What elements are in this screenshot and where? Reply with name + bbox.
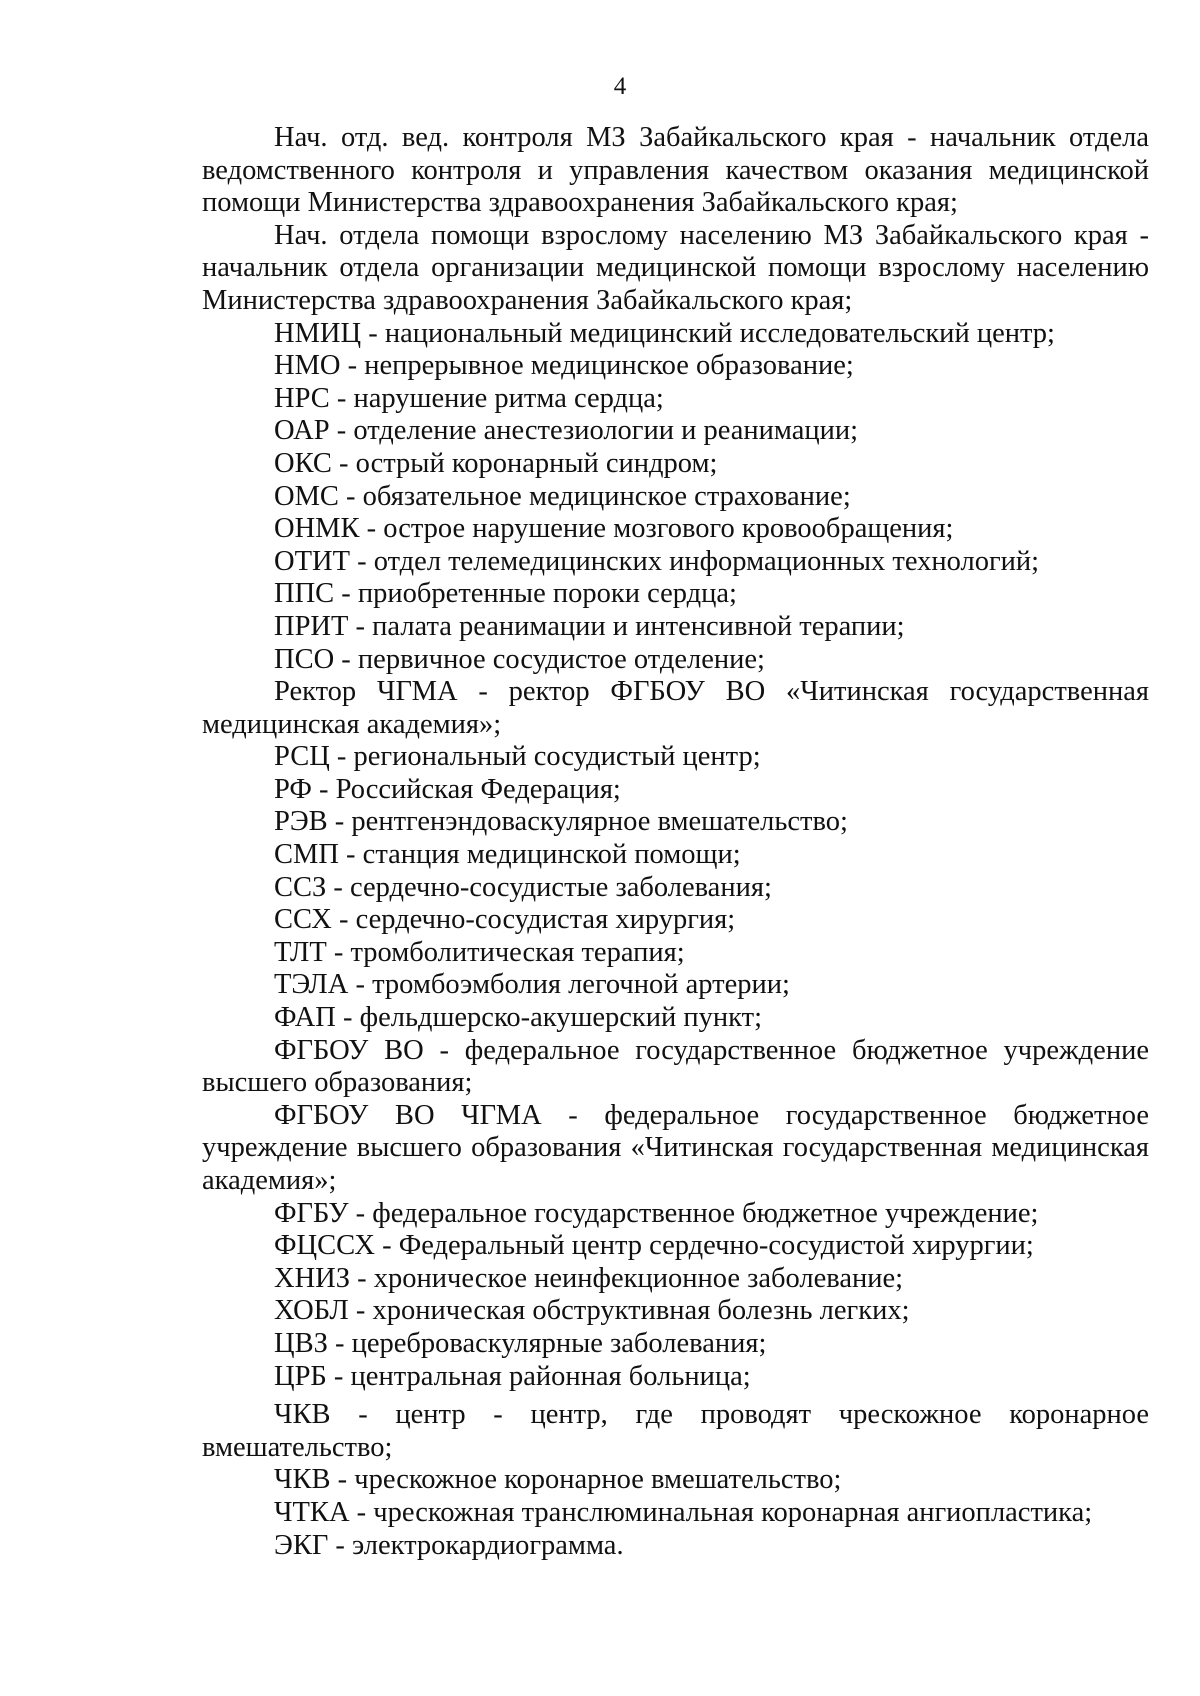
list-item: ЦВЗ - цереброваскулярные заболевания; <box>274 1327 767 1359</box>
list-item: ЭКГ - электрокардиограмма. <box>274 1529 624 1561</box>
list-item: ФАП - фельдшерско-акушерский пункт; <box>274 1002 763 1034</box>
list-item: ЦРБ - центральная районная больница; <box>274 1360 751 1392</box>
list-item: Нач. отд. вед. контроля МЗ Забайкальского края - начальник отдела ведомственного контроля и управления качеством оказания медицинской помощи Министерства здравоохранения Забайкальского края; <box>202 122 1149 219</box>
list-item: ЧТКА - чрескожная транслюминальная коронарная ангиопластика; <box>274 1496 1093 1528</box>
list-item: НМИЦ - национальный медицинский исследовательский центр; <box>274 317 1055 349</box>
list-item: ФГБОУ ВО ЧГМА - федеральное государственное бюджетное учреждение высшего образования «Читинская государственная медицинская академия»; <box>202 1099 1149 1196</box>
list-item: ПСО - первичное сосудистое отделение; <box>274 643 765 675</box>
list-item: РФ - Российская Федерация; <box>274 773 621 805</box>
abbreviation-list <box>202 122 1149 1562</box>
list-item: ССХ - сердечно-сосудистая хирургия; <box>274 904 736 936</box>
list-item: ОКС - острый коронарный синдром; <box>274 447 718 479</box>
list-item: ФГБОУ ВО - федеральное государственное бюджетное учреждение высшего образования; <box>202 1034 1149 1099</box>
list-item: СМП - станция медицинской помощи; <box>274 839 741 871</box>
list-item: НРС - нарушение ритма сердца; <box>274 382 664 414</box>
list-item: ОТИТ - отдел телемедицинских информационных технологий; <box>274 545 1040 577</box>
list-item: ЧКВ - чрескожное коронарное вмешательство; <box>274 1464 842 1496</box>
list-item: РСЦ - региональный сосудистый центр; <box>274 741 761 773</box>
list-item: ССЗ - сердечно-сосудистые заболевания; <box>274 871 772 903</box>
list-item: НМО - непрерывное медицинское образование; <box>274 350 854 382</box>
list-item: ОНМК - острое нарушение мозгового кровообращения; <box>274 513 954 545</box>
page-number: 4 <box>613 73 627 100</box>
list-item: ТЭЛА - тромбоэмболия легочной артерии; <box>274 969 790 1001</box>
list-item: ХНИЗ - хроническое неинфекционное заболевание; <box>274 1262 904 1294</box>
list-item: ЧКВ - центр - центр, где проводят чрескожное коронарное вмешательство; <box>202 1399 1149 1463</box>
list-item: РЭВ - рентгенэндоваскулярное вмешательство; <box>274 806 848 838</box>
list-item: ФЦССХ - Федеральный центр сердечно-сосудистой хирургии; <box>274 1230 1034 1262</box>
list-item: Ректор ЧГМА - ректор ФГБОУ ВО «Читинская государственная медицинская академия»; <box>202 676 1149 740</box>
list-item: ФГБУ - федеральное государственное бюджетное учреждение; <box>274 1197 1039 1229</box>
list-item: Нач. отдела помощи взрослому населению МЗ Забайкальского края - начальник отдела организации медицинской помощи взрослому населению Министерства здравоохранения Забайкальского края; <box>202 219 1149 316</box>
list-item: ОАР - отделение анестезиологии и реанимации; <box>274 415 859 447</box>
list-item: ПРИТ - палата реанимации и интенсивной терапии; <box>274 610 905 642</box>
list-item: ППС - приобретенные пороки сердца; <box>274 578 737 610</box>
list-item: ОМС - обязательное медицинское страхование; <box>274 480 851 512</box>
list-item: ХОБЛ - хроническая обструктивная болезнь легких; <box>274 1295 910 1327</box>
list-item: ТЛТ - тромболитическая терапия; <box>274 936 685 968</box>
